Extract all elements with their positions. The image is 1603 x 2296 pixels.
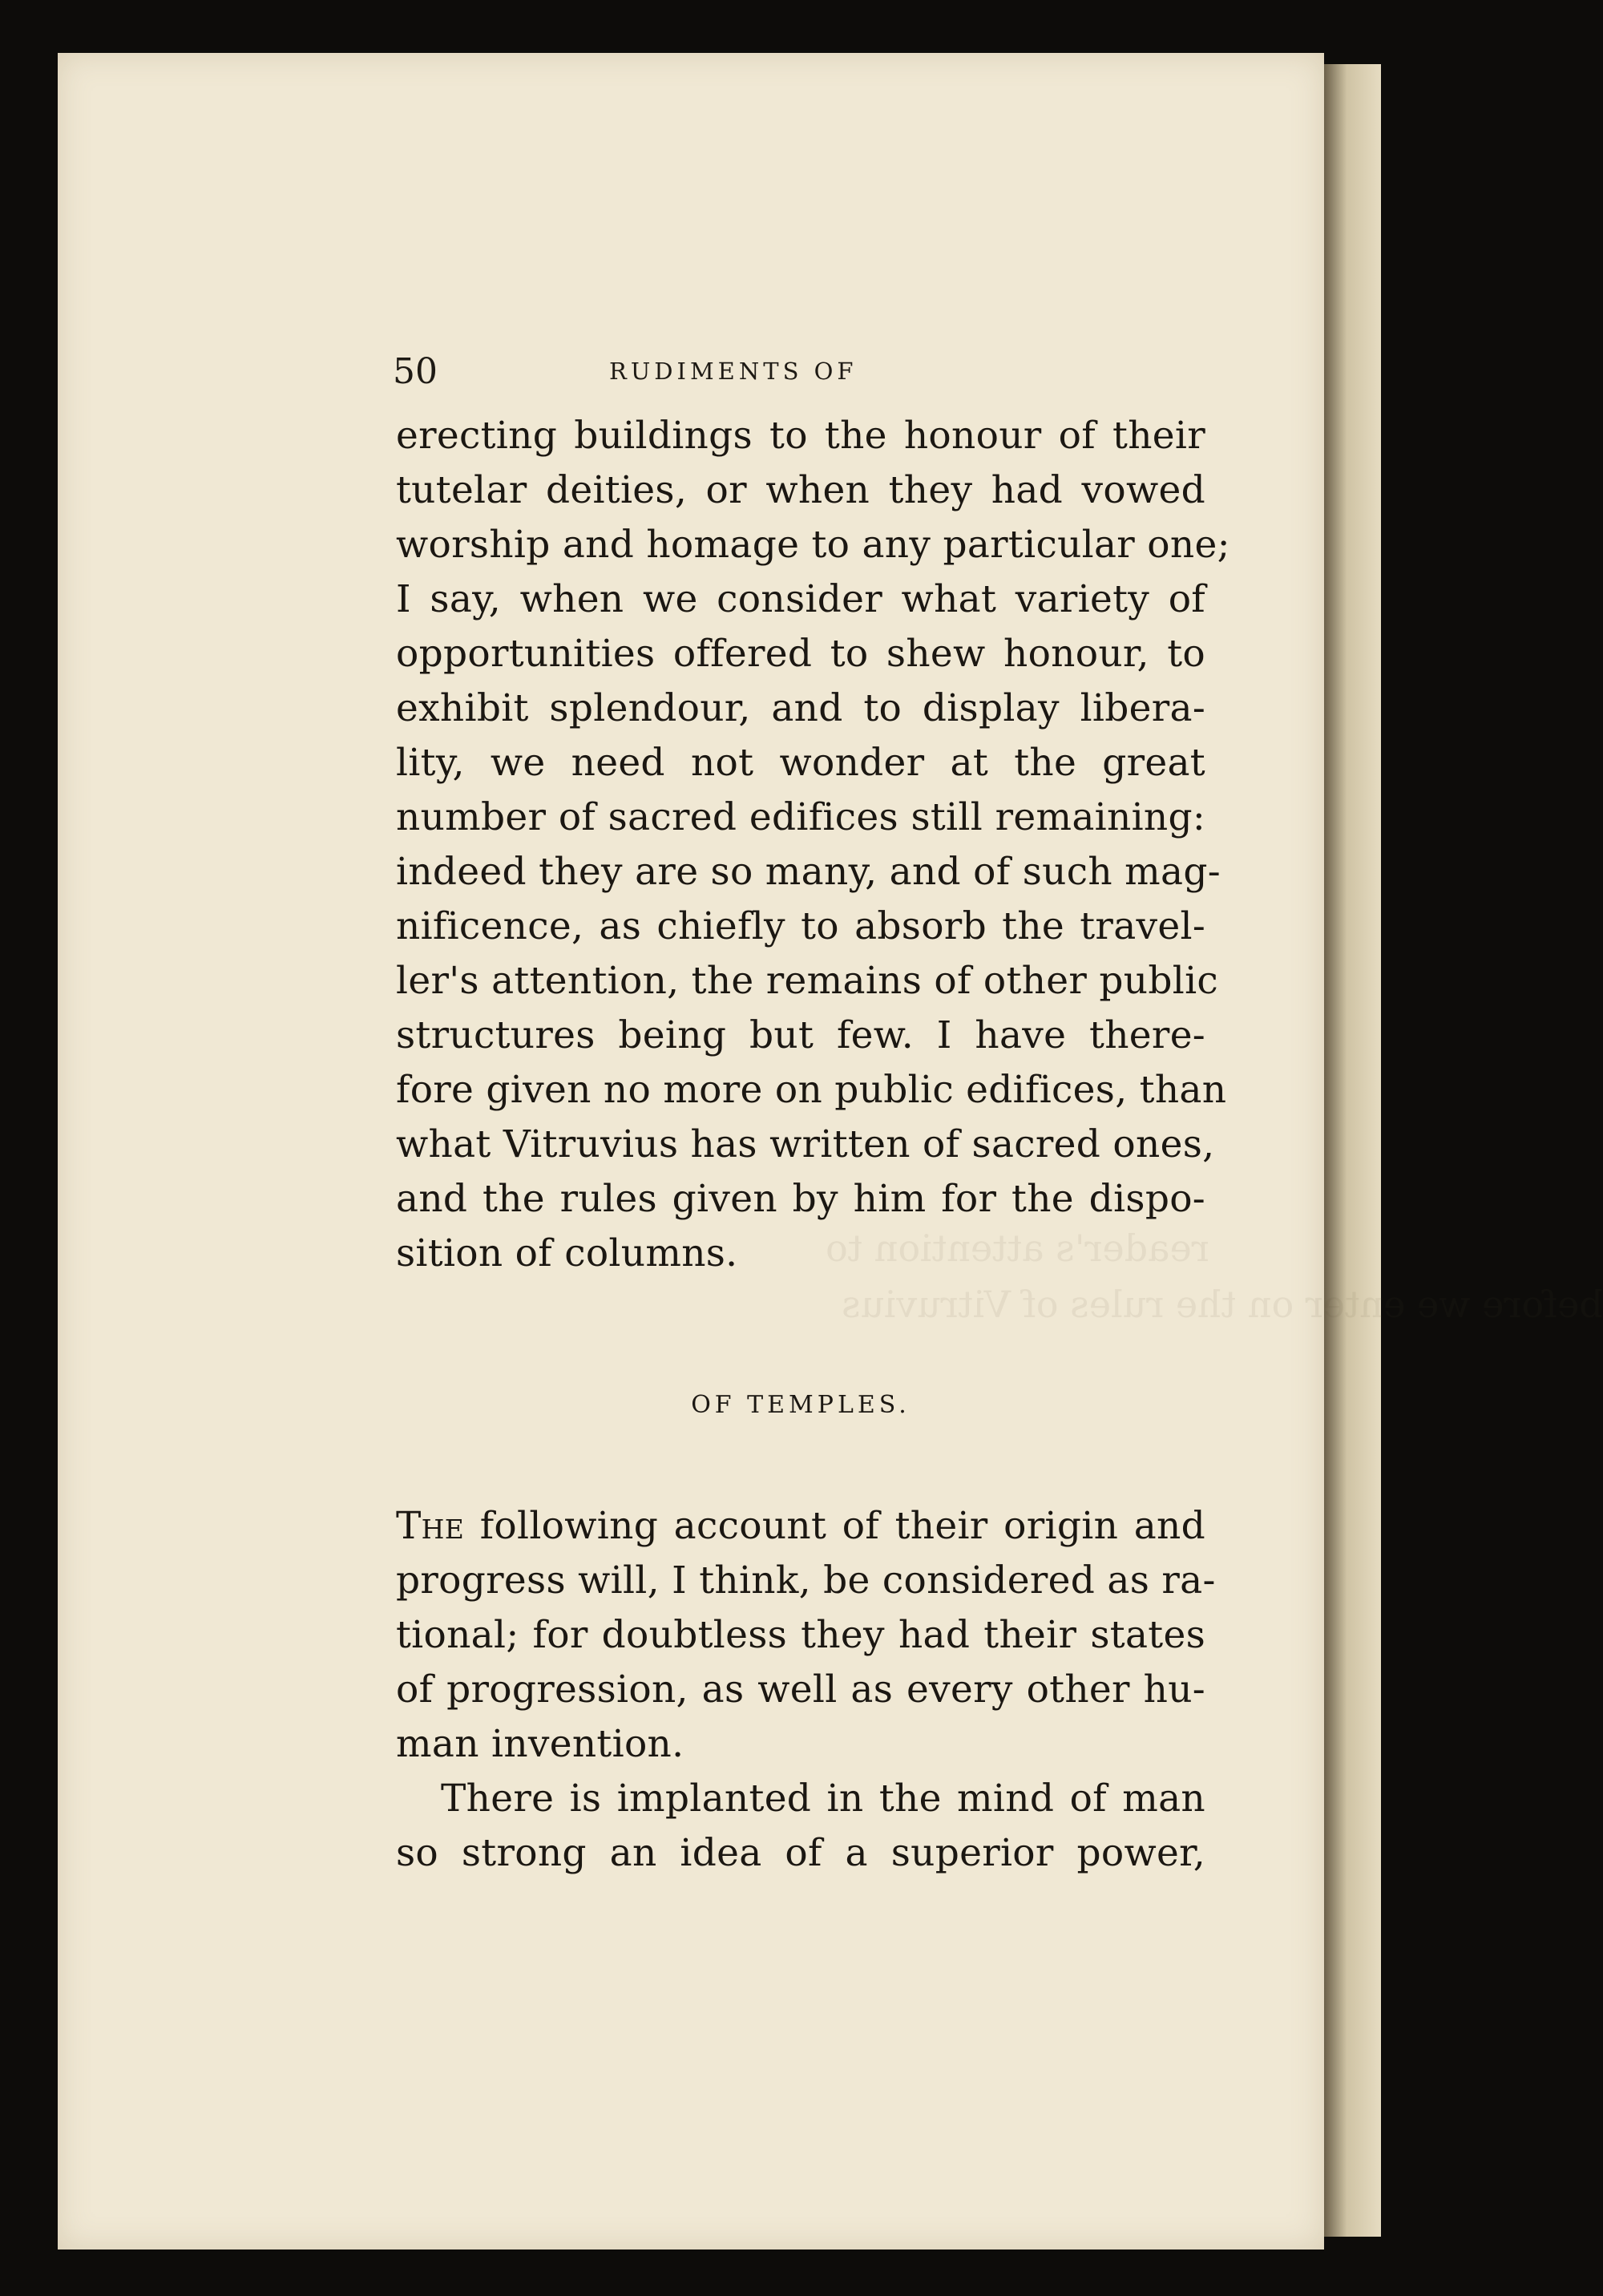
- text-line: what Vitruvius has written of sacred ones,: [396, 1122, 1215, 1166]
- section-heading: OF TEMPLES.: [691, 1391, 911, 1419]
- text-line: erecting buildings to the honour of their: [396, 414, 1205, 458]
- page-number: 50: [393, 351, 438, 392]
- text-line: fore given no more on public edifices, than: [396, 1068, 1227, 1112]
- text-line: man invention.: [396, 1722, 684, 1766]
- text-line: I say, when we consider what variety of: [396, 577, 1205, 621]
- text-line: exhibit splendour, and to display libera-: [396, 686, 1205, 730]
- text-line: so strong an idea of a superior power,: [396, 1831, 1205, 1875]
- text-line: progress will, I think, be considered as ra-: [396, 1558, 1216, 1603]
- text-line: number of sacred edifices still remaining:: [396, 795, 1205, 839]
- paragraph-continued: [396, 409, 1230, 1281]
- text-line: and the rules given by him for the dispo-: [396, 1177, 1205, 1221]
- text-line: tutelar deities, or when they had vowed: [396, 468, 1205, 512]
- text-line: of progression, as well as every other hu-: [396, 1667, 1205, 1712]
- text-line: opportunities offered to shew honour, to: [396, 632, 1205, 676]
- text-line: sition of columns.: [396, 1231, 738, 1275]
- text-line: There is implanted in the mind of man: [441, 1777, 1205, 1821]
- running-head: RUDIMENTS OF: [609, 358, 858, 385]
- text-line: nificence, as chiefly to absorb the travel-: [396, 904, 1205, 948]
- text-line-first: [396, 1499, 1205, 1554]
- first-line-rest: following account of their origin and: [464, 1504, 1205, 1548]
- first-word: The: [396, 1504, 465, 1548]
- page-header: [329, 321, 1146, 393]
- text-line: tional; for doubtless they had their states: [396, 1613, 1205, 1657]
- text-line: worship and homage to any particular one;: [396, 523, 1230, 567]
- text-line: indeed they are so many, and of such mag-: [396, 850, 1221, 894]
- paragraph-origin: [396, 1499, 1216, 1881]
- text-line: structures being but few. I have there-: [396, 1013, 1205, 1057]
- show-through-text: reader's attention to: [826, 1227, 1209, 1270]
- show-through-text: before we enter on the rules of Vitruvius: [842, 1283, 1603, 1326]
- next-page-edge: [1324, 64, 1381, 2237]
- text-line: lity, we need not wonder at the great: [396, 741, 1205, 785]
- text-line: ler's attention, the remains of other public: [396, 959, 1219, 1003]
